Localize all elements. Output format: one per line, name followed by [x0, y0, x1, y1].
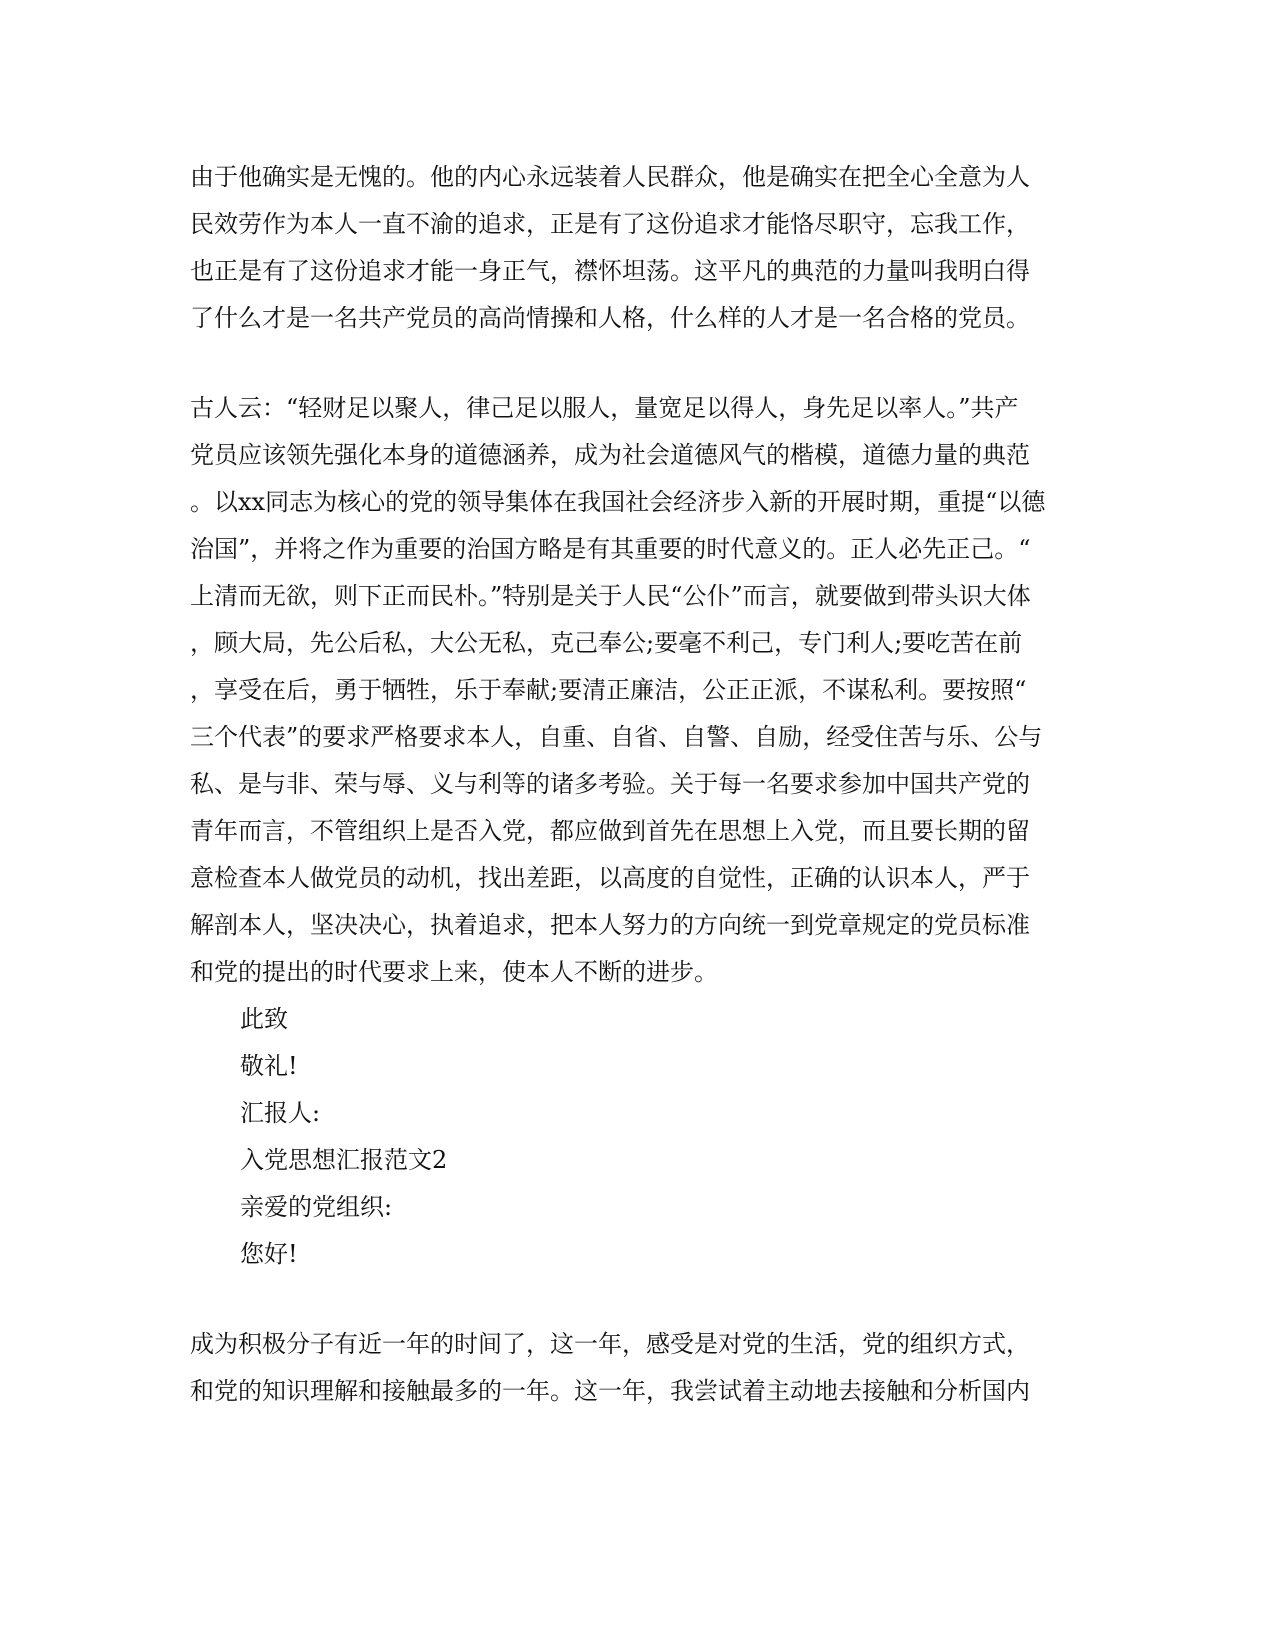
text-line: 三个代表”的要求严格要求本人，自重、自省、自警、自励，经受住苦与乐、公与	[190, 723, 1043, 751]
text-line: ，享受在后，勇于牺牲，乐于奉献;要清正廉洁，公正正派，不谋私利。要按照“	[190, 676, 1027, 704]
closing-line: 敬礼!	[240, 1052, 298, 1080]
section-title: 入党思想汇报范文2	[240, 1146, 448, 1174]
text-line: 私、是与非、荣与辱、义与利等的诸多考验。关于每一名要求参加中国共产党的	[190, 770, 1030, 798]
text-line: 上清而无欲，则下正而民朴。”特别是关于人民“公仆”而言，就要做到带头识大体	[190, 582, 1031, 610]
text-line: 青年而言，不管组织上是否入党，都应做到首先在思想上入党，而且要长期的留	[190, 817, 1030, 845]
signature-label: 汇报人:	[240, 1099, 321, 1127]
text-line: 党员应该领先强化本身的道德涵养，成为社会道德风气的楷模，道德力量的典范	[190, 441, 1030, 469]
text-line: 和党的提出的时代要求上来，使本人不断的进步。	[190, 958, 718, 986]
text-line: 也正是有了这份追求才能一身正气，襟怀坦荡。这平凡的典范的力量叫我明白得	[190, 257, 1030, 285]
closing-line: 此致	[240, 1005, 288, 1033]
text-line: 由于他确实是无愧的。他的内心永远装着人民群众，他是确实在把全心全意为人	[190, 163, 1030, 191]
greeting: 您好!	[240, 1240, 298, 1268]
text-line: 意检查本人做党员的动机，找出差距，以高度的自觉性，正确的认识本人，严于	[190, 864, 1030, 892]
text-line: 治国”，并将之作为重要的治国方略是有其重要的时代意义的。正人必先正己。“	[190, 535, 1031, 563]
text-line: 和党的知识理解和接触最多的一年。这一年，我尝试着主动地去接触和分析国内	[190, 1377, 1030, 1405]
text-line: 古人云：“轻财足以聚人，律己足以服人，量宽足以得人，身先足以率人。”共产	[190, 394, 1019, 422]
salutation: 亲爱的党组织:	[240, 1193, 393, 1221]
text-line: 解剖本人，坚决决心，执着追求，把本人努力的方向统一到党章规定的党员标准	[190, 911, 1030, 939]
text-line: 了什么才是一名共产党员的高尚情操和人格，什么样的人才是一名合格的党员。	[190, 304, 1030, 332]
text-line: 成为积极分子有近一年的时间了，这一年，感受是对党的生活，党的组织方式，	[190, 1330, 1030, 1358]
text-line: 。以xx同志为核心的党的领导集体在我国社会经济步入新的开展时期，重提“以德	[190, 488, 1046, 516]
text-line: 民效劳作为本人一直不渝的追求，正是有了这份追求才能恪尽职守，忘我工作，	[190, 210, 1030, 238]
text-line: ，顾大局，先公后私，大公无私，克己奉公;要毫不利己，专门利人;要吃苦在前	[190, 629, 1023, 657]
